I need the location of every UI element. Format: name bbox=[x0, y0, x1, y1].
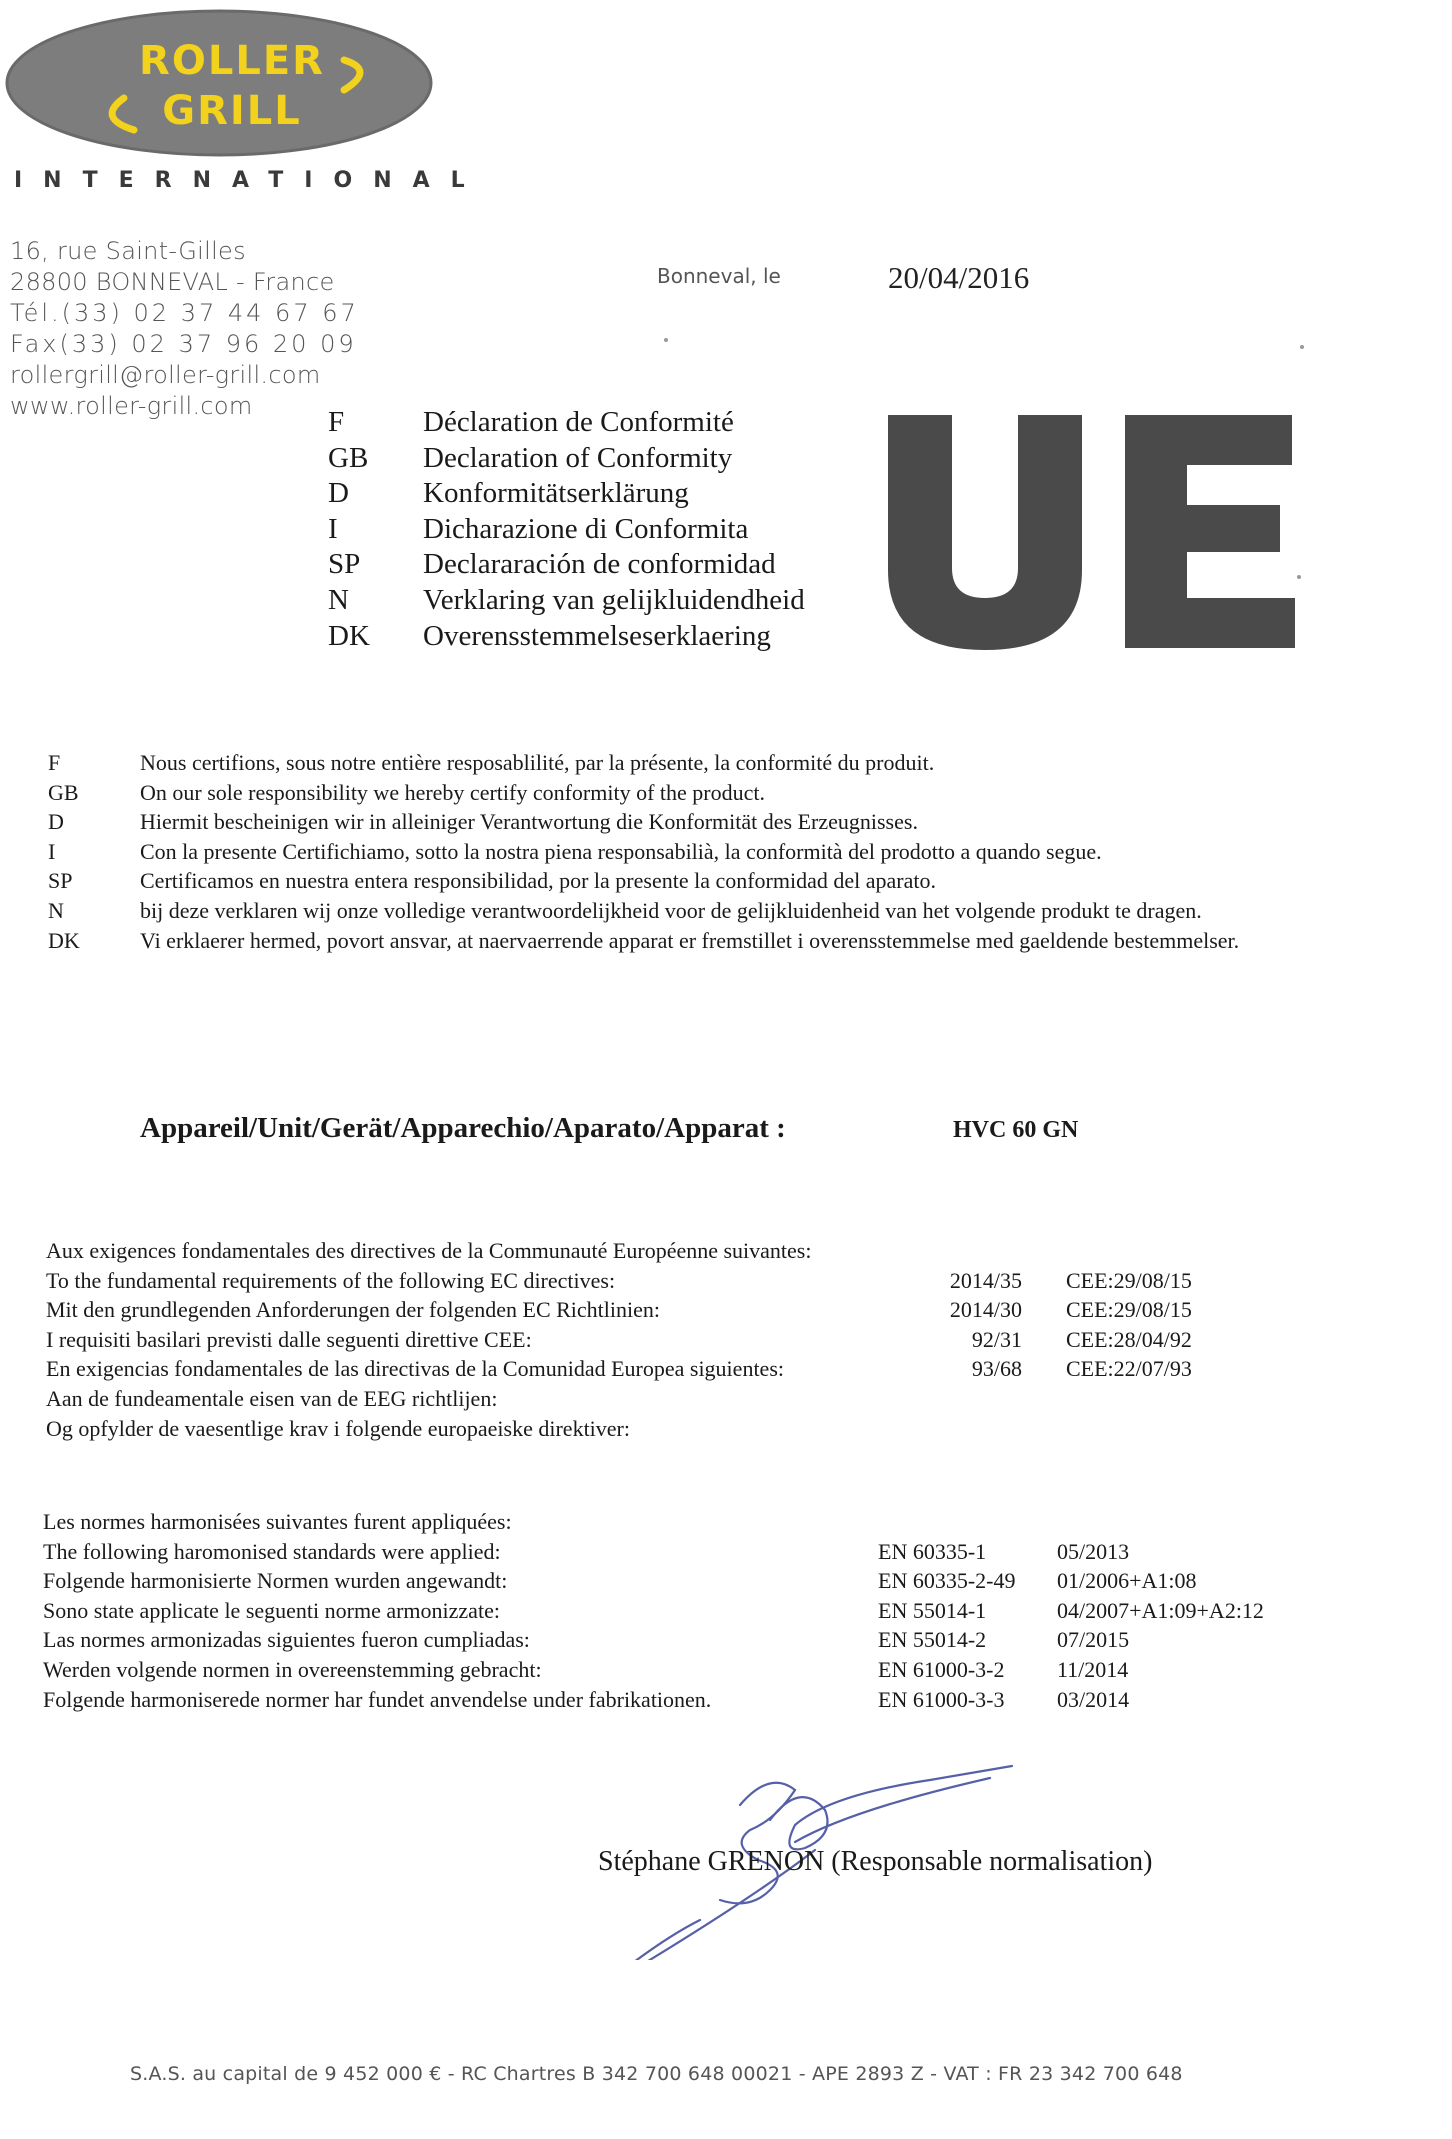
norm-version: 03/2014 bbox=[1057, 1686, 1130, 1712]
language-code: D bbox=[48, 809, 64, 835]
directives-list bbox=[46, 1236, 1192, 1443]
cert-row bbox=[48, 748, 1348, 778]
directive-row bbox=[46, 1295, 1192, 1325]
directive-row bbox=[46, 1325, 1192, 1355]
cert-row bbox=[48, 807, 1348, 837]
language-code: I bbox=[328, 512, 338, 545]
address-email: rollergrill@roller-grill.com bbox=[10, 361, 321, 389]
declaration-titles bbox=[328, 405, 805, 654]
roller-grill-logo bbox=[4, 8, 434, 163]
language-code: N bbox=[328, 583, 349, 616]
norm-row bbox=[43, 1596, 1264, 1626]
language-code: DK bbox=[48, 927, 80, 953]
scan-speck bbox=[1300, 345, 1304, 349]
directive-number: 2014/35 bbox=[949, 1267, 1022, 1293]
norm-row bbox=[43, 1685, 1130, 1715]
norm-row bbox=[43, 1655, 1129, 1685]
address-web: www.roller-grill.com bbox=[10, 392, 253, 420]
directive-text: En exigencias fondamentales de las directivas de la Comunidad Europea siguientes: bbox=[46, 1356, 784, 1382]
directive-text: Aux exigences fondamentales des directives de la Communauté Européenne suivantes: bbox=[46, 1238, 812, 1263]
legal-footer: S.A.S. au capital de 9 452 000 € - RC Chartres B 342 700 648 00021 - APE 2893 Z - VAT : FR 23 342 700 648 bbox=[130, 2063, 1183, 2085]
norm-text: Werden volgende normen in overeenstemming gebracht: bbox=[43, 1656, 542, 1682]
norm-standard: EN 61000-3-3 bbox=[878, 1686, 1005, 1712]
language-code: N bbox=[48, 897, 64, 923]
title-text: Déclaration de Conformité bbox=[423, 406, 734, 438]
directive-cee: CEE:29/08/15 bbox=[1066, 1297, 1192, 1323]
language-code: SP bbox=[48, 868, 73, 894]
cert-text: On our sole responsibility we hereby certify conformity of the product. bbox=[140, 779, 766, 805]
cert-text: Vi erklaerer hermed, povort ansvar, at naervaerrende apparat er fremstillet i overensstemmelse med gaeldende bestemmelser. bbox=[140, 927, 1240, 953]
title-text: Declaration of Conformity bbox=[423, 441, 733, 474]
signatory-name: Stéphane GRENON (Responsable normalisation) bbox=[598, 1846, 1153, 1877]
directive-number: 93/68 bbox=[971, 1356, 1022, 1382]
cert-row bbox=[48, 926, 1348, 956]
address-tel: Tél.(33) 02 37 44 67 67 bbox=[10, 299, 359, 327]
norm-standard: EN 60335-1 bbox=[878, 1538, 987, 1564]
title-row bbox=[328, 441, 805, 477]
title-text: Verklaring van gelijkluidendheid bbox=[423, 583, 805, 616]
directive-number: 2014/30 bbox=[949, 1297, 1022, 1323]
ue-letter-e bbox=[1125, 415, 1295, 648]
language-code: SP bbox=[328, 548, 361, 581]
cert-text: Con la presente Certifichiamo, sotto la nostra piena responsabilià, la conformità del prodotto a quando segue. bbox=[140, 838, 1102, 864]
directive-cee: CEE:22/07/93 bbox=[1066, 1356, 1192, 1382]
norm-standard: EN 55014-2 bbox=[878, 1627, 987, 1653]
directive-row bbox=[46, 1384, 811, 1414]
language-code: GB bbox=[328, 441, 369, 474]
language-code: F bbox=[328, 406, 345, 438]
cert-text: Hiermit bescheinigen wir in alleiniger Verantwortung die Konformität des Erzeugnisses. bbox=[140, 809, 918, 835]
title-row bbox=[328, 547, 805, 583]
norms-list bbox=[43, 1507, 1264, 1714]
cert-row bbox=[48, 778, 1348, 808]
norm-row bbox=[43, 1507, 711, 1537]
address-fax: Fax(33) 02 37 96 20 09 bbox=[10, 330, 357, 358]
norm-row bbox=[43, 1566, 1197, 1596]
norm-text: Sono state applicate le seguenti norme armonizzate: bbox=[43, 1597, 500, 1623]
title-row bbox=[328, 405, 805, 441]
norm-version: 11/2014 bbox=[1057, 1656, 1129, 1682]
scan-speck bbox=[664, 338, 668, 342]
directive-number: 92/31 bbox=[971, 1326, 1022, 1352]
cert-row bbox=[48, 896, 1348, 926]
address-street: 16, rue Saint-Gilles bbox=[10, 237, 246, 265]
address-city: 28800 BONNEVAL - France bbox=[10, 268, 335, 296]
norm-standard: EN 55014-1 bbox=[878, 1597, 987, 1623]
cert-row bbox=[48, 866, 1348, 896]
directive-cee: CEE:29/08/15 bbox=[1066, 1267, 1192, 1293]
ue-letter-u bbox=[888, 415, 1082, 650]
title-row bbox=[328, 512, 805, 548]
appliance-model: HVC 60 GN bbox=[953, 1117, 1079, 1143]
title-row bbox=[328, 476, 805, 512]
directive-text: Aan de fundeamentale eisen van de EEG richtlijen: bbox=[46, 1385, 498, 1411]
norm-version: 07/2015 bbox=[1057, 1627, 1130, 1653]
norm-standard: EN 61000-3-2 bbox=[878, 1656, 1005, 1682]
ue-mark bbox=[880, 410, 1300, 655]
language-code: F bbox=[48, 750, 61, 775]
certification-statements bbox=[48, 748, 1348, 955]
cert-row bbox=[48, 837, 1348, 867]
cert-text: Nous certifions, sous notre entière resposablilité, par la présente, la conformité du produit. bbox=[140, 750, 935, 775]
directive-text: To the fundamental requirements of the following EC directives: bbox=[46, 1267, 616, 1293]
norm-version: 05/2013 bbox=[1057, 1538, 1130, 1564]
appliance-label: Appareil/Unit/Gerät/Apparechio/Aparato/Apparat : bbox=[140, 1112, 786, 1144]
directive-row bbox=[46, 1414, 811, 1444]
company-address bbox=[10, 236, 359, 422]
language-code: I bbox=[48, 838, 56, 864]
title-text: Dicharazione di Conformita bbox=[423, 512, 749, 545]
title-text: Konformitätserklärung bbox=[423, 477, 689, 510]
directive-cee: CEE:28/04/92 bbox=[1066, 1326, 1192, 1352]
norm-text: Folgende harmonisierte Normen wurden angewandt: bbox=[43, 1568, 508, 1594]
directive-row bbox=[46, 1236, 811, 1266]
language-code: GB bbox=[48, 779, 79, 805]
brand-subtitle: INTERNATIONAL bbox=[14, 168, 486, 193]
directive-row bbox=[46, 1354, 1192, 1384]
cert-text: Certificamos en nuestra entera responsibilidad, por la presente la conformidad del aparato. bbox=[140, 868, 936, 894]
title-row bbox=[328, 619, 805, 655]
norm-row bbox=[43, 1625, 1130, 1655]
directive-text: I requisiti basilari previsti dalle seguenti direttive CEE: bbox=[46, 1326, 532, 1352]
language-code: DK bbox=[328, 619, 370, 652]
logo-text-roller: ROLLER bbox=[139, 38, 325, 84]
norm-text: The following haromonised standards were applied: bbox=[43, 1538, 501, 1564]
norm-text: Las normes armonizadas siguientes fueron cumpliadas: bbox=[43, 1627, 530, 1653]
norm-version: 04/2007+A1:09+A2:12 bbox=[1057, 1597, 1264, 1623]
language-code: D bbox=[328, 477, 349, 510]
norm-standard: EN 60335-2-49 bbox=[878, 1568, 1016, 1594]
title-text: Declararación de conformidad bbox=[423, 548, 776, 581]
norm-text: Folgende harmoniserede normer har fundet anvendelse under fabrikationen. bbox=[43, 1686, 712, 1712]
directive-text: Mit den grundlegenden Anforderungen der folgenden EC Richtlinien: bbox=[46, 1297, 661, 1323]
norm-text: Les normes harmonisées suivantes furent appliquées: bbox=[43, 1509, 512, 1534]
norm-version: 01/2006+A1:08 bbox=[1057, 1568, 1197, 1594]
directive-text: Og opfylder de vaesentlige krav i folgende europaeiske direktiver: bbox=[46, 1415, 630, 1441]
document-date: 20/04/2016 bbox=[888, 260, 1030, 295]
title-text: Overensstemmelseserklaering bbox=[423, 619, 771, 652]
title-row bbox=[328, 583, 805, 619]
cert-text: bij deze verklaren wij onze volledige verantwoordelijkheid voor de gelijkluidenheid van het volgende produkt te dragen. bbox=[140, 897, 1202, 923]
place-label: Bonneval, le bbox=[657, 264, 781, 288]
norm-row bbox=[43, 1537, 1130, 1567]
directive-row bbox=[46, 1266, 1192, 1296]
logo-text-grill: GRILL bbox=[162, 88, 302, 134]
